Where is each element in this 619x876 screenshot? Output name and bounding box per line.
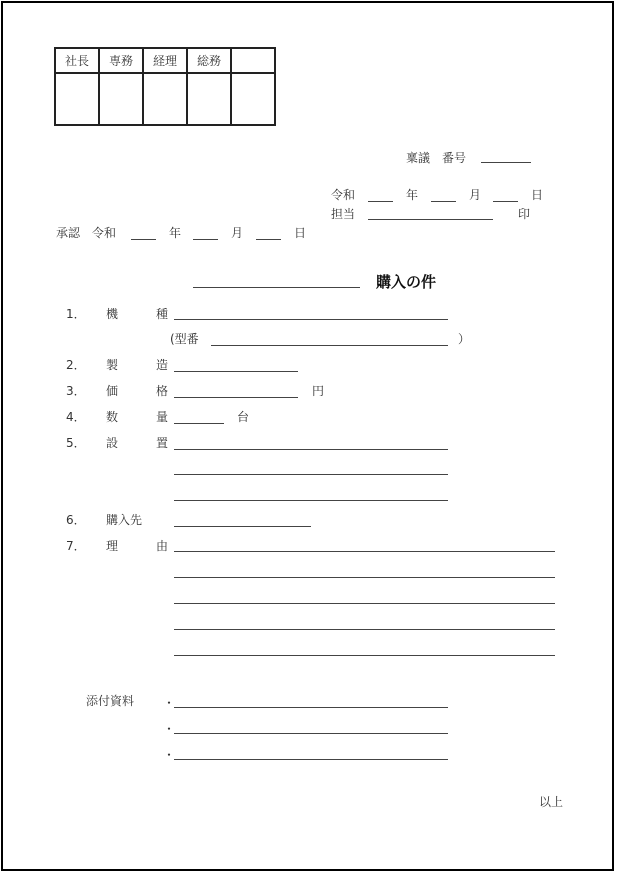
attachments-label: 添付資料: [86, 694, 135, 708]
item-4-label: 数 量: [106, 410, 182, 424]
stamp-box-president[interactable]: [55, 73, 99, 125]
item-7-field-2[interactable]: [174, 577, 555, 578]
item-3-field[interactable]: [174, 397, 298, 398]
approval-date-label: 承認 令和: [56, 226, 117, 240]
date-reiwa-label: 令和: [331, 188, 356, 202]
stamp-box-blank[interactable]: [231, 73, 275, 125]
stamp-header-blank: [231, 48, 275, 73]
approval-year-field[interactable]: [131, 239, 156, 240]
item-7-number: 7．: [66, 539, 86, 553]
item-6-label: 購入先: [106, 513, 143, 527]
item-5-field-3[interactable]: [174, 500, 448, 501]
document-title: 購入の件: [376, 273, 437, 291]
item-7-label: 理 由: [106, 539, 182, 553]
tanto-field[interactable]: [368, 219, 493, 220]
date-month-field[interactable]: [431, 201, 456, 202]
item-2-field[interactable]: [174, 371, 298, 372]
item-5-field-1[interactable]: [174, 449, 448, 450]
item-1-label: 機 種: [106, 307, 182, 321]
item-7-field-3[interactable]: [174, 603, 555, 604]
approval-day-field[interactable]: [256, 239, 281, 240]
stamp-header-general-affairs: 総務: [187, 48, 231, 73]
item-4-number: 4．: [66, 410, 86, 424]
item-3-label: 価 格: [106, 384, 182, 398]
ringi-number-label: 稟議 番号: [406, 151, 467, 165]
stamp-header-senmu: 専務: [99, 48, 143, 73]
item-3-number: 3．: [66, 384, 86, 398]
item-2-label: 製 造: [106, 358, 182, 372]
stamp-box-accounting[interactable]: [143, 73, 187, 125]
item-3-unit: 円: [312, 384, 325, 398]
stamp-header-accounting: 経理: [143, 48, 187, 73]
approval-day-label: 日: [294, 226, 307, 240]
model-number-field[interactable]: [211, 345, 448, 346]
item-5-field-2[interactable]: [174, 474, 448, 475]
model-number-suffix: ）: [458, 332, 471, 346]
date-day-field[interactable]: [493, 201, 518, 202]
attachment-field-2[interactable]: [174, 733, 448, 734]
stamp-box-general-affairs[interactable]: [187, 73, 231, 125]
item-1-field[interactable]: [174, 319, 448, 320]
item-6-field[interactable]: [174, 526, 311, 527]
item-7-field-1[interactable]: [174, 551, 555, 552]
tanto-label: 担当: [331, 207, 356, 221]
item-2-number: 2．: [66, 358, 86, 372]
item-5-label: 設 置: [106, 436, 182, 450]
page-frame: [1, 1, 614, 871]
item-5-number: 5．: [66, 436, 86, 450]
approval-month-label: 月: [231, 226, 244, 240]
attachment-field-3[interactable]: [174, 759, 448, 760]
stamp-box-senmu[interactable]: [99, 73, 143, 125]
seal-label: 印: [518, 207, 531, 221]
date-day-label: 日: [531, 188, 544, 202]
item-6-number: 6．: [66, 513, 86, 527]
item-4-unit: 台: [237, 410, 250, 424]
approval-stamp-table: [54, 47, 276, 126]
stamp-header-president: 社長: [55, 48, 99, 73]
item-4-field[interactable]: [174, 423, 224, 424]
attachment-bullet-3: ・: [163, 748, 176, 762]
model-number-prefix: (型番: [170, 332, 199, 346]
item-7-field-4[interactable]: [174, 629, 555, 630]
closing-text: 以上: [539, 795, 564, 809]
item-1-number: 1．: [66, 307, 86, 321]
attachment-field-1[interactable]: [174, 707, 448, 708]
subject-field[interactable]: [193, 287, 360, 288]
date-year-field[interactable]: [368, 201, 393, 202]
date-year-label: 年: [406, 188, 419, 202]
item-7-field-5[interactable]: [174, 655, 555, 656]
date-month-label: 月: [469, 188, 482, 202]
approval-year-label: 年: [169, 226, 182, 240]
attachment-bullet-2: ・: [163, 722, 176, 736]
attachment-bullet-1: ・: [163, 696, 176, 710]
approval-month-field[interactable]: [193, 239, 218, 240]
ringi-number-field[interactable]: [481, 162, 531, 163]
